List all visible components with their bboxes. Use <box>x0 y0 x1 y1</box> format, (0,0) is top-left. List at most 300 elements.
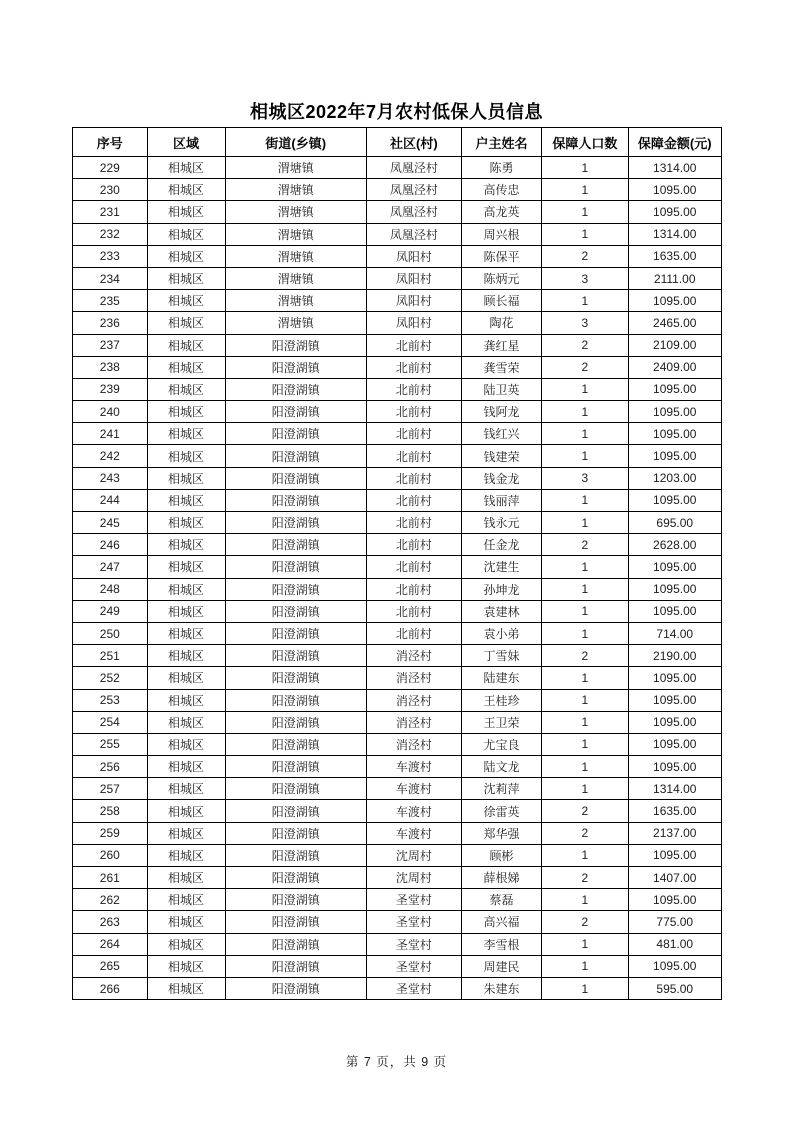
table-cell: 235 <box>73 290 148 312</box>
table-row <box>73 223 722 245</box>
table-cell: 尤宝良 <box>461 733 541 755</box>
table-cell: 2465.00 <box>628 312 722 334</box>
table-row <box>73 578 722 600</box>
table-cell: 259 <box>73 822 148 844</box>
table-cell: 236 <box>73 312 148 334</box>
table-cell: 相城区 <box>147 179 225 201</box>
table-cell: 3 <box>542 267 628 289</box>
table-cell: 2190.00 <box>628 645 722 667</box>
table-cell: 阳澄湖镇 <box>225 423 366 445</box>
table-cell: 凤凰泾村 <box>366 179 461 201</box>
table-cell: 695.00 <box>628 512 722 534</box>
table-cell: 相城区 <box>147 645 225 667</box>
table-cell: 阳澄湖镇 <box>225 955 366 977</box>
table-cell: 相城区 <box>147 312 225 334</box>
table-cell: 徐雷英 <box>461 800 541 822</box>
table-cell: 1095.00 <box>628 401 722 423</box>
table-cell: 1095.00 <box>628 201 722 223</box>
table-cell: 高兴福 <box>461 911 541 933</box>
table-cell: 阳澄湖镇 <box>225 933 366 955</box>
table-cell: 1 <box>542 622 628 644</box>
table-cell: 阳澄湖镇 <box>225 334 366 356</box>
table-cell: 1095.00 <box>628 756 722 778</box>
table-cell: 周兴根 <box>461 223 541 245</box>
table-cell: 相城区 <box>147 778 225 800</box>
table-row <box>73 645 722 667</box>
table-cell: 相城区 <box>147 977 225 999</box>
table-cell: 凤阳村 <box>366 312 461 334</box>
table-cell: 北前村 <box>366 378 461 400</box>
table-cell: 凤凰泾村 <box>366 223 461 245</box>
table-cell: 阳澄湖镇 <box>225 711 366 733</box>
table-cell: 王卫荣 <box>461 711 541 733</box>
table-cell: 龚红星 <box>461 334 541 356</box>
column-header: 街道(乡镇) <box>225 128 366 157</box>
table-cell: 沈建生 <box>461 556 541 578</box>
table-cell: 周建民 <box>461 955 541 977</box>
table-cell: 朱建东 <box>461 977 541 999</box>
table-cell: 相城区 <box>147 733 225 755</box>
table-cell: 阳澄湖镇 <box>225 667 366 689</box>
table-cell: 北前村 <box>366 334 461 356</box>
table-cell: 相城区 <box>147 401 225 423</box>
table-cell: 1 <box>542 889 628 911</box>
table-cell: 相城区 <box>147 600 225 622</box>
table-cell: 1 <box>542 756 628 778</box>
table-cell: 714.00 <box>628 622 722 644</box>
table-cell: 陈保平 <box>461 245 541 267</box>
table-cell: 相城区 <box>147 245 225 267</box>
table-cell: 消泾村 <box>366 733 461 755</box>
table-cell: 相城区 <box>147 622 225 644</box>
table-cell: 阳澄湖镇 <box>225 467 366 489</box>
table-cell: 262 <box>73 889 148 911</box>
table-cell: 1314.00 <box>628 778 722 800</box>
table-cell: 1095.00 <box>628 378 722 400</box>
table-cell: 凤凰泾村 <box>366 201 461 223</box>
table-cell: 陆卫英 <box>461 378 541 400</box>
table-cell: 渭塘镇 <box>225 223 366 245</box>
table-cell: 1 <box>542 378 628 400</box>
table-cell: 1095.00 <box>628 556 722 578</box>
table-cell: 王桂珍 <box>461 689 541 711</box>
table-cell: 陈勇 <box>461 157 541 179</box>
table-cell: 相城区 <box>147 955 225 977</box>
table-cell: 顾彬 <box>461 844 541 866</box>
table-cell: 1 <box>542 578 628 600</box>
table-cell: 260 <box>73 844 148 866</box>
table-cell: 2 <box>542 245 628 267</box>
table-cell: 北前村 <box>366 534 461 556</box>
table-cell: 243 <box>73 467 148 489</box>
table-cell: 袁建林 <box>461 600 541 622</box>
table-cell: 1095.00 <box>628 955 722 977</box>
table-cell: 1 <box>542 401 628 423</box>
table-cell: 264 <box>73 933 148 955</box>
table-cell: 2111.00 <box>628 267 722 289</box>
welfare-table <box>72 127 722 1000</box>
table-cell: 相城区 <box>147 578 225 600</box>
table-cell: 2 <box>542 356 628 378</box>
table-cell: 1095.00 <box>628 844 722 866</box>
table-row <box>73 423 722 445</box>
table-cell: 1314.00 <box>628 223 722 245</box>
table-cell: 相城区 <box>147 822 225 844</box>
table-cell: 北前村 <box>366 512 461 534</box>
table-row <box>73 201 722 223</box>
table-row <box>73 534 722 556</box>
table-cell: 渭塘镇 <box>225 245 366 267</box>
table-cell: 消泾村 <box>366 689 461 711</box>
page-title: 相城区2022年7月农村低保人员信息 <box>249 102 544 122</box>
table-cell: 1095.00 <box>628 179 722 201</box>
table-cell: 2 <box>542 534 628 556</box>
table-row <box>73 512 722 534</box>
table-cell: 渭塘镇 <box>225 267 366 289</box>
table-cell: 相城区 <box>147 512 225 534</box>
table-cell: 车渡村 <box>366 822 461 844</box>
column-header: 户主姓名 <box>461 128 541 157</box>
table-cell: 1095.00 <box>628 689 722 711</box>
table-cell: 1203.00 <box>628 467 722 489</box>
table-cell: 1 <box>542 711 628 733</box>
table-cell: 车渡村 <box>366 800 461 822</box>
table-row <box>73 800 722 822</box>
table-cell: 1314.00 <box>628 157 722 179</box>
table-row <box>73 401 722 423</box>
table-cell: 1 <box>542 423 628 445</box>
table-cell: 渭塘镇 <box>225 201 366 223</box>
table-cell: 1095.00 <box>628 600 722 622</box>
table-cell: 阳澄湖镇 <box>225 689 366 711</box>
table-cell: 相城区 <box>147 889 225 911</box>
table-cell: 256 <box>73 756 148 778</box>
table-cell: 1 <box>542 667 628 689</box>
table-cell: 钱永元 <box>461 512 541 534</box>
table-cell: 陆建东 <box>461 667 541 689</box>
table-cell: 顾长福 <box>461 290 541 312</box>
table-cell: 1 <box>542 512 628 534</box>
table-row <box>73 622 722 644</box>
table-cell: 凤阳村 <box>366 290 461 312</box>
table-cell: 消泾村 <box>366 645 461 667</box>
table-header-row <box>73 128 722 157</box>
table-cell: 1095.00 <box>628 445 722 467</box>
table-cell: 圣堂村 <box>366 977 461 999</box>
table-row <box>73 733 722 755</box>
table-cell: 钱红兴 <box>461 423 541 445</box>
table-cell: 阳澄湖镇 <box>225 977 366 999</box>
table-cell: 相城区 <box>147 334 225 356</box>
table-cell: 2 <box>542 645 628 667</box>
table-cell: 阳澄湖镇 <box>225 822 366 844</box>
table-cell: 高龙英 <box>461 201 541 223</box>
table-cell: 相城区 <box>147 756 225 778</box>
table-cell: 阳澄湖镇 <box>225 889 366 911</box>
table-cell: 陶花 <box>461 312 541 334</box>
table-cell: 1 <box>542 977 628 999</box>
table-cell: 车渡村 <box>366 778 461 800</box>
table-row <box>73 267 722 289</box>
table-row <box>73 711 722 733</box>
table-cell: 北前村 <box>366 622 461 644</box>
table-cell: 1407.00 <box>628 867 722 889</box>
table-cell: 1 <box>542 223 628 245</box>
table-cell: 阳澄湖镇 <box>225 756 366 778</box>
table-row <box>73 600 722 622</box>
table-cell: 3 <box>542 467 628 489</box>
table-cell: 2137.00 <box>628 822 722 844</box>
table-row <box>73 290 722 312</box>
table-cell: 2 <box>542 867 628 889</box>
table-cell: 1 <box>542 933 628 955</box>
table-cell: 1 <box>542 556 628 578</box>
table-row <box>73 778 722 800</box>
table-cell: 265 <box>73 955 148 977</box>
table-cell: 任金龙 <box>461 534 541 556</box>
table-cell: 车渡村 <box>366 756 461 778</box>
table-row <box>73 955 722 977</box>
table-cell: 1095.00 <box>628 578 722 600</box>
table-row <box>73 467 722 489</box>
table-cell: 1 <box>542 600 628 622</box>
table-cell: 薛根娣 <box>461 867 541 889</box>
table-cell: 1 <box>542 778 628 800</box>
table-row <box>73 556 722 578</box>
table-cell: 相城区 <box>147 467 225 489</box>
table-row <box>73 867 722 889</box>
table-cell: 渭塘镇 <box>225 290 366 312</box>
table-cell: 253 <box>73 689 148 711</box>
table-cell: 阳澄湖镇 <box>225 844 366 866</box>
table-cell: 266 <box>73 977 148 999</box>
table-cell: 渭塘镇 <box>225 312 366 334</box>
table-cell: 北前村 <box>366 445 461 467</box>
table-cell: 圣堂村 <box>366 955 461 977</box>
table-cell: 阳澄湖镇 <box>225 512 366 534</box>
table-cell: 241 <box>73 423 148 445</box>
table-row <box>73 822 722 844</box>
table-cell: 1095.00 <box>628 711 722 733</box>
table-cell: 相城区 <box>147 356 225 378</box>
table-cell: 1 <box>542 445 628 467</box>
column-header: 序号 <box>73 128 148 157</box>
table-cell: 渭塘镇 <box>225 179 366 201</box>
table-cell: 相城区 <box>147 423 225 445</box>
table-cell: 231 <box>73 201 148 223</box>
table-cell: 沈周村 <box>366 867 461 889</box>
table-row <box>73 689 722 711</box>
table-cell: 246 <box>73 534 148 556</box>
table-cell: 1 <box>542 290 628 312</box>
table-cell: 240 <box>73 401 148 423</box>
table-cell: 相城区 <box>147 867 225 889</box>
table-cell: 陈炳元 <box>461 267 541 289</box>
table-cell: 245 <box>73 512 148 534</box>
table-cell: 北前村 <box>366 600 461 622</box>
table-row <box>73 445 722 467</box>
table-cell: 相城区 <box>147 157 225 179</box>
table-cell: 袁小弟 <box>461 622 541 644</box>
table-cell: 234 <box>73 267 148 289</box>
table-cell: 丁雪妹 <box>461 645 541 667</box>
table-cell: 北前村 <box>366 467 461 489</box>
table-cell: 1095.00 <box>628 733 722 755</box>
table-cell: 钱金龙 <box>461 467 541 489</box>
table-cell: 2109.00 <box>628 334 722 356</box>
table-cell: 阳澄湖镇 <box>225 600 366 622</box>
table-cell: 1095.00 <box>628 667 722 689</box>
column-header: 社区(村) <box>366 128 461 157</box>
table-cell: 钱阿龙 <box>461 401 541 423</box>
table-cell: 李雪根 <box>461 933 541 955</box>
table-cell: 阳澄湖镇 <box>225 733 366 755</box>
page-footer: 第 7 页，共 9 页 <box>345 1055 448 1069</box>
table-cell: 阳澄湖镇 <box>225 800 366 822</box>
table-cell: 阳澄湖镇 <box>225 556 366 578</box>
table-cell: 258 <box>73 800 148 822</box>
table-cell: 龚雪荣 <box>461 356 541 378</box>
table-cell: 1 <box>542 489 628 511</box>
table-cell: 阳澄湖镇 <box>225 401 366 423</box>
table-cell: 圣堂村 <box>366 933 461 955</box>
table-cell: 2 <box>542 822 628 844</box>
table-cell: 249 <box>73 600 148 622</box>
table-cell: 相城区 <box>147 534 225 556</box>
table-cell: 1 <box>542 844 628 866</box>
table-cell: 1 <box>542 179 628 201</box>
table-cell: 相城区 <box>147 489 225 511</box>
table-cell: 凤阳村 <box>366 245 461 267</box>
table-cell: 钱丽萍 <box>461 489 541 511</box>
table-cell: 阳澄湖镇 <box>225 867 366 889</box>
table-row <box>73 489 722 511</box>
table-cell: 阳澄湖镇 <box>225 778 366 800</box>
table-cell: 阳澄湖镇 <box>225 911 366 933</box>
table-cell: 1095.00 <box>628 889 722 911</box>
table-cell: 北前村 <box>366 401 461 423</box>
table-cell: 高传忠 <box>461 179 541 201</box>
table-cell: 1 <box>542 733 628 755</box>
table-row <box>73 844 722 866</box>
table-cell: 229 <box>73 157 148 179</box>
table-row <box>73 356 722 378</box>
table-cell: 251 <box>73 645 148 667</box>
table-cell: 261 <box>73 867 148 889</box>
table-cell: 相城区 <box>147 378 225 400</box>
table-cell: 1 <box>542 689 628 711</box>
table-cell: 钱建荣 <box>461 445 541 467</box>
table-cell: 1 <box>542 157 628 179</box>
table-cell: 1095.00 <box>628 423 722 445</box>
table-row <box>73 756 722 778</box>
table-row <box>73 179 722 201</box>
table-cell: 凤凰泾村 <box>366 157 461 179</box>
table-row <box>73 312 722 334</box>
table-cell: 相城区 <box>147 933 225 955</box>
table-cell: 北前村 <box>366 556 461 578</box>
table-cell: 阳澄湖镇 <box>225 622 366 644</box>
table-cell: 阳澄湖镇 <box>225 489 366 511</box>
table-row <box>73 157 722 179</box>
table-cell: 相城区 <box>147 445 225 467</box>
table-cell: 郑华强 <box>461 822 541 844</box>
table-row <box>73 933 722 955</box>
table-cell: 775.00 <box>628 911 722 933</box>
table-cell: 252 <box>73 667 148 689</box>
table-row <box>73 378 722 400</box>
table-cell: 237 <box>73 334 148 356</box>
table-cell: 263 <box>73 911 148 933</box>
table-cell: 481.00 <box>628 933 722 955</box>
table-cell: 消泾村 <box>366 711 461 733</box>
table-cell: 相城区 <box>147 290 225 312</box>
table-cell: 238 <box>73 356 148 378</box>
table-row <box>73 245 722 267</box>
table-cell: 北前村 <box>366 423 461 445</box>
table-cell: 242 <box>73 445 148 467</box>
table-cell: 沈周村 <box>366 844 461 866</box>
table-cell: 相城区 <box>147 223 225 245</box>
table-cell: 1635.00 <box>628 800 722 822</box>
table-cell: 蔡磊 <box>461 889 541 911</box>
table-cell: 阳澄湖镇 <box>225 645 366 667</box>
table-cell: 230 <box>73 179 148 201</box>
table-row <box>73 667 722 689</box>
table-cell: 232 <box>73 223 148 245</box>
table-cell: 陆文龙 <box>461 756 541 778</box>
table-cell: 255 <box>73 733 148 755</box>
table-cell: 248 <box>73 578 148 600</box>
table-cell: 相城区 <box>147 556 225 578</box>
table-cell: 相城区 <box>147 800 225 822</box>
table-cell: 相城区 <box>147 911 225 933</box>
table-cell: 2628.00 <box>628 534 722 556</box>
column-header: 保障人口数 <box>542 128 628 157</box>
table-body <box>73 157 722 1000</box>
table-cell: 233 <box>73 245 148 267</box>
table-cell: 相城区 <box>147 844 225 866</box>
table-row <box>73 889 722 911</box>
column-header: 区域 <box>147 128 225 157</box>
table-cell: 北前村 <box>366 578 461 600</box>
table-cell: 2 <box>542 334 628 356</box>
table-cell: 阳澄湖镇 <box>225 356 366 378</box>
table-cell: 北前村 <box>366 356 461 378</box>
table-cell: 相城区 <box>147 267 225 289</box>
table-cell: 250 <box>73 622 148 644</box>
table-cell: 北前村 <box>366 489 461 511</box>
table-cell: 阳澄湖镇 <box>225 534 366 556</box>
table-cell: 595.00 <box>628 977 722 999</box>
table-cell: 257 <box>73 778 148 800</box>
table-row <box>73 911 722 933</box>
table-cell: 阳澄湖镇 <box>225 378 366 400</box>
table-cell: 3 <box>542 312 628 334</box>
table-cell: 阳澄湖镇 <box>225 578 366 600</box>
table-cell: 1 <box>542 955 628 977</box>
table-cell: 254 <box>73 711 148 733</box>
table-cell: 2409.00 <box>628 356 722 378</box>
table-row <box>73 334 722 356</box>
table-cell: 阳澄湖镇 <box>225 445 366 467</box>
table-cell: 1 <box>542 201 628 223</box>
table-cell: 沈莉萍 <box>461 778 541 800</box>
column-header: 保障金额(元) <box>628 128 722 157</box>
table-row <box>73 977 722 999</box>
table-cell: 247 <box>73 556 148 578</box>
table-cell: 2 <box>542 800 628 822</box>
